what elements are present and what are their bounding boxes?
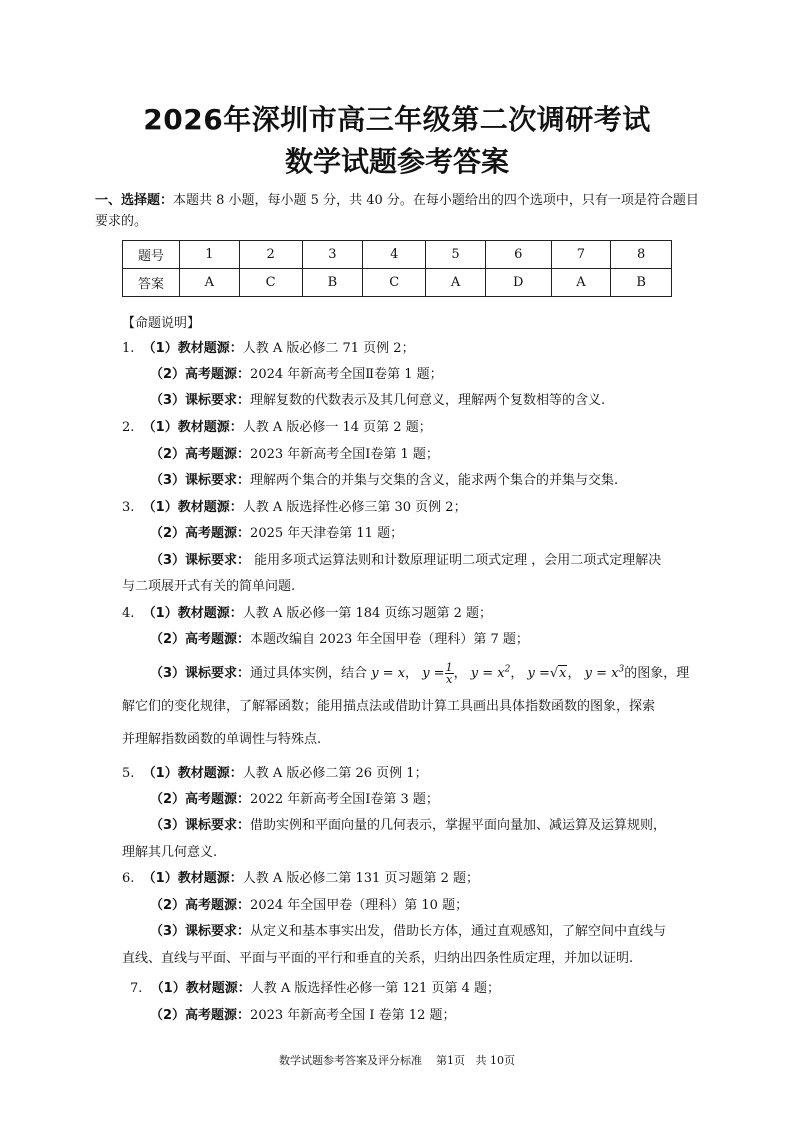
item-2-line-2 <box>150 443 439 462</box>
item-text: 人教 A 版必修一第 184 页练习题第 2 题； <box>242 606 492 621</box>
item-text: 2023 年新高考全国Ⅰ卷第 1 题； <box>250 447 439 462</box>
item-tag: （3）课标要求： <box>150 924 251 939</box>
answer-table-answer-row <box>123 269 672 297</box>
item-text: 人教 A 版选择性必修一第 121 页第 4 题； <box>250 981 500 996</box>
item-2-line-1 <box>122 416 432 435</box>
item-text: 人教 A 版必修二第 26 页例 1； <box>242 766 428 781</box>
formula-y-eq-x-cubed <box>585 666 625 681</box>
table-cell: D <box>485 269 551 297</box>
item-5-line-1 <box>122 762 428 781</box>
page-subtitle: 数学试题参考答案 <box>284 145 509 178</box>
item-number: 7. <box>130 981 143 996</box>
item-tag: （2）高考题源： <box>150 447 251 462</box>
item-tag: （3）课标要求： <box>150 473 251 488</box>
formula-y-eq-x: y = x <box>371 666 406 681</box>
fraction-denominator: x <box>445 673 453 686</box>
item-text: 人教 A 版必修二第 131 页习题第 2 题； <box>242 871 479 886</box>
formula-base: y = x <box>584 666 619 681</box>
item-text: 2023 年新高考全国 Ⅰ 卷第 12 题； <box>250 1008 456 1023</box>
item-tag: （1）教材题源： <box>142 606 243 621</box>
table-row-label: 答案 <box>123 269 180 297</box>
item-4-line-3 <box>150 662 689 685</box>
formula-y-eq-x-squared <box>471 666 511 681</box>
item-5-line-3 <box>150 814 666 833</box>
item-6-line-1 <box>122 867 479 886</box>
item-tag: （2）高考题源： <box>150 792 251 807</box>
item-number: 5. <box>122 766 135 781</box>
item-1-line-1 <box>122 337 415 356</box>
answer-table <box>122 240 672 297</box>
formula-exponent: 2 <box>504 664 511 675</box>
section-1-text: 本题共 8 小题，每小题 5 分，共 40 分。在每小题给出的四个选项中，只有一项是符合题目要求的。 <box>95 193 699 229</box>
item-text: 通过具体实例，结合 <box>250 666 368 681</box>
item-text: 2024 年全国甲卷（理科）第 10 题； <box>250 898 469 913</box>
item-tag: （1）教材题源： <box>150 981 251 996</box>
item-3-line-2 <box>150 522 403 541</box>
table-cell: A <box>551 269 611 297</box>
item-tag: （3）课标要求： <box>150 393 251 408</box>
item-tag: （1）教材题源： <box>142 420 243 435</box>
item-text: 2025 年天津卷第 11 题； <box>250 526 404 541</box>
item-4-line-4 <box>122 695 655 714</box>
item-tag: （1）教材题源： <box>142 871 243 886</box>
item-3-line-4 <box>122 575 295 594</box>
item-text: 并理解指数函数的单调性与特殊点. <box>122 732 322 747</box>
item-tag: （2）高考题源： <box>150 1008 251 1023</box>
item-text: 理解复数的代数表示及其几何意义，理解两个复数相等的含义. <box>250 393 606 408</box>
item-4-line-5 <box>122 728 321 747</box>
item-number: 2. <box>122 420 135 435</box>
separator: ， <box>567 666 581 681</box>
item-tag: （2）高考题源： <box>150 526 251 541</box>
item-text: 直线、直线与平面、平面与平面的平行和垂直的关系，归纳出四条性质定理，并加以证明. <box>122 951 634 966</box>
item-text: 能用多项式运算法则和计数原理证明二项式定理 ，会用二项式定理解决 <box>250 553 662 568</box>
separator: ， <box>510 666 524 681</box>
table-cell: 8 <box>611 241 672 269</box>
item-text: 从定义和基本事实出发，借助长方体，通过直观感知，了解空间中直线与 <box>250 924 667 939</box>
item-number: 6. <box>122 871 135 886</box>
fraction <box>445 662 454 685</box>
table-cell: A <box>426 269 486 297</box>
table-cell: C <box>363 269 426 297</box>
item-tag: （1）教材题源： <box>142 341 243 356</box>
item-text: 2024 年新高考全国Ⅱ卷第 1 题； <box>250 367 443 382</box>
item-text: 本题改编自 2023 年全国甲卷（理科）第 7 题； <box>250 632 529 647</box>
item-text: 人教 A 版必修一 14 页第 2 题； <box>242 420 432 435</box>
table-cell: 7 <box>551 241 611 269</box>
formula-exponent: 3 <box>618 664 625 675</box>
table-cell: C <box>239 269 302 297</box>
item-3-line-1 <box>122 496 467 515</box>
explain-heading: 【命题说明】 <box>122 316 201 331</box>
item-5-line-4 <box>122 841 217 860</box>
table-cell: B <box>611 269 672 297</box>
item-tag: （2）高考题源： <box>150 898 251 913</box>
item-text: 人教 A 版选择性必修三第 30 页例 2； <box>242 500 467 515</box>
item-4-line-1 <box>122 602 492 621</box>
table-cell: 4 <box>363 241 426 269</box>
formula-radicand: x <box>559 666 567 681</box>
answer-table-number-row <box>123 241 672 269</box>
separator: ， <box>405 666 419 681</box>
item-text: 理解其几何意义. <box>122 845 218 860</box>
table-row-label: 题号 <box>123 241 180 269</box>
table-cell: 5 <box>426 241 486 269</box>
item-tag: （1）教材题源： <box>142 500 243 515</box>
item-5-line-2 <box>150 788 439 807</box>
formula-y-eq-sqrt-x: y =√x <box>527 666 567 681</box>
item-1-line-3 <box>150 389 605 408</box>
item-tag: （2）高考题源： <box>150 632 251 647</box>
section-1-heading: 一、选择题： <box>95 193 174 208</box>
item-7-line-1 <box>130 977 500 996</box>
item-tag: （1）教材题源： <box>142 766 243 781</box>
item-2-line-3 <box>150 469 618 488</box>
table-cell: 1 <box>180 241 240 269</box>
item-tag: （3）课标要求： <box>150 553 251 568</box>
page-title: 2026年深圳市高三年级第二次调研考试 <box>143 103 651 136</box>
item-number: 4. <box>122 606 135 621</box>
table-cell: 2 <box>239 241 302 269</box>
item-6-line-2 <box>150 894 468 913</box>
item-6-line-3 <box>150 920 666 939</box>
formula-lhs: y = <box>527 666 550 681</box>
item-text: 的图象，理 <box>624 666 690 681</box>
item-7-line-2 <box>150 1004 455 1023</box>
item-text: 人教 A 版必修二 71 页例 2； <box>242 341 415 356</box>
table-cell: 6 <box>485 241 551 269</box>
item-text: 与二项展开式有关的简单问题. <box>122 579 296 594</box>
separator: ， <box>453 666 467 681</box>
item-text: 解它们的变化规律，了解幂函数；能用描点法或借助计算工具画出具体指数函数的图象，探索 <box>122 699 656 714</box>
item-6-line-4 <box>122 947 633 966</box>
formula-y-eq-1-over-x <box>422 661 453 686</box>
item-text: 2022 年新高考全国Ⅰ卷第 3 题； <box>250 792 439 807</box>
item-tag: （2）高考题源： <box>150 367 251 382</box>
item-tag: （3）课标要求： <box>150 818 251 833</box>
item-1-line-2 <box>150 363 443 382</box>
formula-base: y = x <box>470 666 505 681</box>
item-text: 借助实例和平面向量的几何表示，掌握平面向量加、减运算及运算规则， <box>250 818 667 833</box>
item-tag: （3）课标要求： <box>150 666 251 681</box>
page-footer: 数学试题参考答案及评分标准 第1页 共 10页 <box>279 1054 515 1067</box>
table-cell: 3 <box>302 241 363 269</box>
item-3-line-3 <box>150 549 661 568</box>
item-4-line-2 <box>150 628 529 647</box>
item-number: 3. <box>122 500 135 515</box>
item-number: 1. <box>122 341 135 356</box>
section-1-intro <box>95 190 705 232</box>
formula-lhs: y = <box>422 666 445 681</box>
item-text: 理解两个集合的并集与交集的含义，能求两个集合的并集与交集. <box>250 473 619 488</box>
table-cell: A <box>180 269 240 297</box>
fraction-numerator: 1 <box>445 661 453 674</box>
table-cell: B <box>302 269 363 297</box>
